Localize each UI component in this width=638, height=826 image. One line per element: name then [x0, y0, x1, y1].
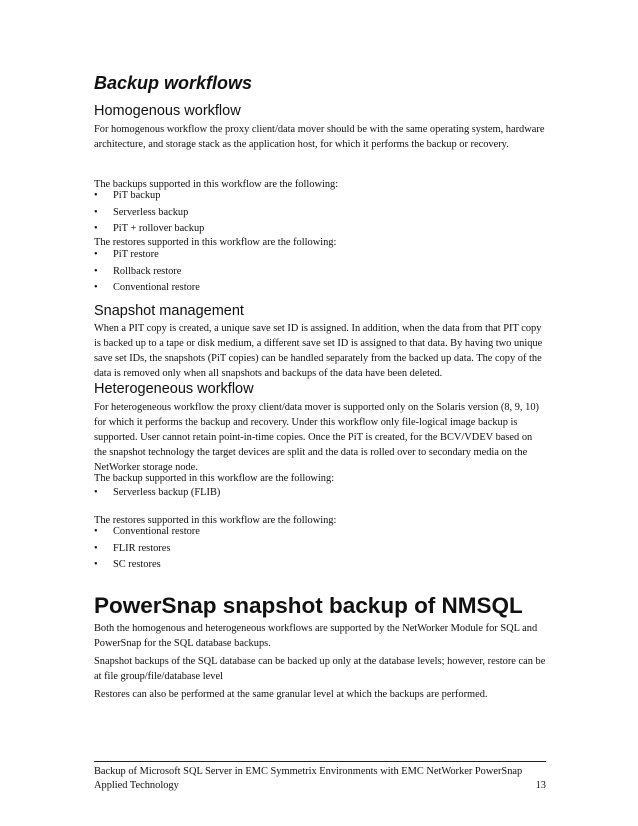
list-item: • Conventional restore	[94, 280, 200, 297]
snapshot-management-paragraph: When a PIT copy is created, a unique save set ID is assigned. In addition, when the data from that PIT copy is backed up to a tape or disk medium, a different save set ID is assigned to that data. By having two unique save set IDs, the snapshots (PiT copies) can be handled separately from the backed up data. The copy of the data is removed only when all snapshots and backups of the data have been deleted.	[94, 323, 543, 379]
heterogeneous-backups-list	[94, 485, 220, 502]
list-item: • PiT + rollover backup	[94, 221, 204, 238]
heterogeneous-workflow-heading: Heterogeneous workflow	[94, 381, 254, 397]
list-item: • Rollback restore	[94, 264, 200, 281]
heterogeneous-restores-list	[94, 524, 200, 574]
powersnap-paragraph-3: Restores can also be performed at the same granular level at which the backups are performed.	[94, 689, 488, 700]
backup-workflows-heading: Backup workflows	[94, 73, 253, 93]
homogenous-restores-list	[94, 247, 200, 297]
list-item: • FLIR restores	[94, 541, 200, 558]
snapshot-management-heading: Snapshot management	[94, 303, 244, 319]
heterogeneous-intro-paragraph: For heterogeneous workflow the proxy client/data mover is supported only on the Solaris version (8, 9, 10) for which it performs the backup and recovery. Under this workflow only file-logical image backup is supported. User cannot retain point-in-time copies. Once the PiT is created, for the BCV/VDEV based on the snapshot technology the target devices are split and the data is rolled over to secondary media on the NetWorker storage node.	[94, 402, 539, 473]
list-item: • SC restores	[94, 557, 200, 574]
heterogeneous-backups-intro: The backup supported in this workflow are the following:	[94, 473, 335, 484]
list-item: • Serverless backup (FLIB)	[94, 485, 220, 502]
page-number: 13	[535, 780, 546, 791]
powersnap-heading: PowerSnap snapshot backup of NMSQL	[94, 593, 523, 618]
footer-subtitle: Applied Technology	[94, 780, 179, 791]
powersnap-paragraph-1: Both the homogenous and heterogeneous workflows are supported by the NetWorker Module for SQL and PowerSnap for the SQL database backups.	[94, 623, 538, 649]
powersnap-paragraph-2: Snapshot backups of the SQL database can be backed up only at the database levels; however, restore can be at file group/file/database level	[94, 656, 546, 682]
heterogeneous-restores-intro: The restores supported in this workflow are the following:	[94, 515, 337, 526]
homogenous-backups-intro: The backups supported in this workflow are the following:	[94, 179, 339, 190]
homogenous-workflow-heading: Homogenous workflow	[94, 103, 241, 119]
homogenous-intro-paragraph: For homogenous workflow the proxy client/data mover should be with the same operating system, hardware architecture, and storage stack as the application host, for which it performs the backup or recovery.	[94, 124, 545, 150]
homogenous-restores-intro: The restores supported in this workflow are the following:	[94, 237, 337, 248]
footer-divider	[94, 761, 546, 762]
list-item: • Serverless backup	[94, 205, 204, 222]
homogenous-backups-list	[94, 188, 204, 238]
list-item: • PiT backup	[94, 188, 204, 205]
footer-title: Backup of Microsoft SQL Server in EMC Symmetrix Environments with EMC NetWorker PowerSnap	[94, 766, 523, 777]
list-item: • Conventional restore	[94, 524, 200, 541]
list-item: • PiT restore	[94, 247, 200, 264]
page-footer	[94, 765, 546, 793]
